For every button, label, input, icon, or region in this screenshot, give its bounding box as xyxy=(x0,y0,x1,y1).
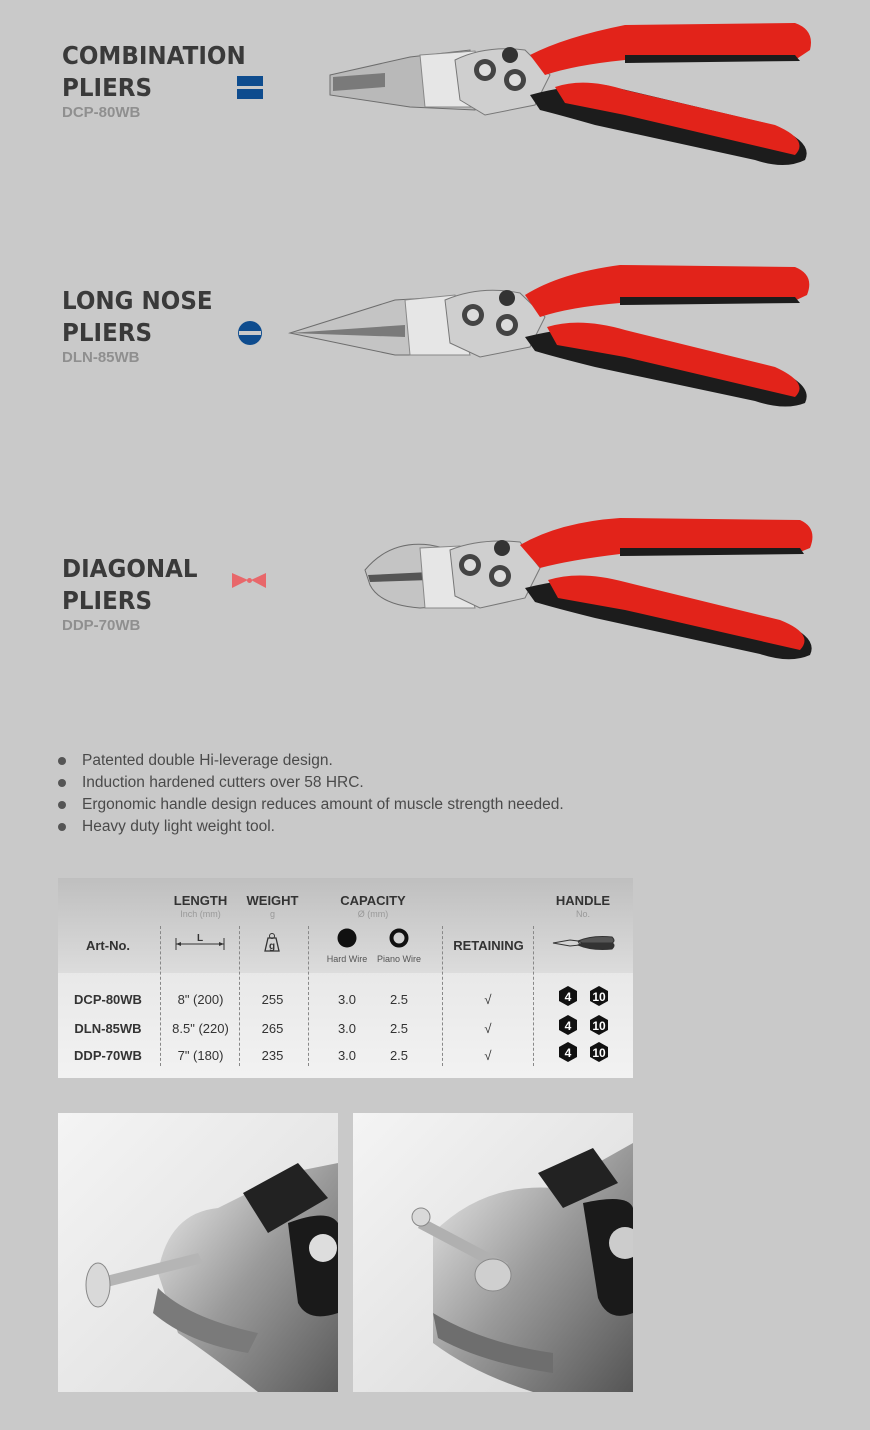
bullet-icon xyxy=(58,779,66,787)
bullet-icon xyxy=(58,801,66,809)
product-title-line1: LONG NOSE xyxy=(62,286,213,315)
list-item: Induction hardened cutters over 58 HRC. xyxy=(58,772,564,794)
long-nose-pliers-image xyxy=(285,255,825,415)
product-title-line2: PLIERS xyxy=(62,73,153,102)
column-divider xyxy=(308,926,309,1066)
double-bar-icon xyxy=(237,76,263,100)
split-circle-icon xyxy=(237,320,263,346)
spec-table: Art-No. LENGTH Inch (mm) L WEIGHT g g CAPACITY Ø (mm) Hard Wire Piano Wire RETAINING HANDLE No. DCP-80WB 8" (200) 255 3.0 2.5 √ DLN-85WB 8.5" (220) 265 3.0 2.5 √ DDP-70WB 7" (180) 235 3.0 2.5 √ 4 10 4 10 4 10 xyxy=(58,878,633,1078)
hard-wire-icon xyxy=(337,928,357,948)
list-item: Patented double Hi-leverage design. xyxy=(58,750,564,772)
product-code: DDP-70WB xyxy=(62,617,141,634)
weight-header: WEIGHT xyxy=(246,893,299,908)
svg-text:4: 4 xyxy=(564,1046,572,1060)
svg-text:g: g xyxy=(268,941,276,952)
length-unit: Inch (mm) xyxy=(180,909,221,919)
piano-wire-icon xyxy=(389,928,409,948)
feature-list xyxy=(58,750,564,838)
product-diagonal-pliers xyxy=(62,553,209,634)
product-title-line2: PLIERS xyxy=(62,586,153,615)
column-divider xyxy=(533,926,534,1066)
handle-badge-row xyxy=(559,986,608,1006)
svg-text:4: 4 xyxy=(564,1019,572,1033)
hard-wire-label: Hard Wire xyxy=(326,954,368,964)
handle-unit: No. xyxy=(575,909,590,919)
bowtie-icon xyxy=(232,572,268,590)
retaining-photo-left xyxy=(58,1113,338,1392)
column-divider xyxy=(442,926,443,1066)
column-divider xyxy=(160,926,161,1066)
diagonal-pliers-image xyxy=(360,510,820,670)
svg-text:L: L xyxy=(196,933,204,944)
retaining-photo-right xyxy=(353,1113,633,1392)
handle-badge-row xyxy=(559,1015,608,1035)
svg-text:10: 10 xyxy=(592,990,606,1004)
bullet-icon xyxy=(58,757,66,765)
svg-text:10: 10 xyxy=(592,1019,606,1033)
capacity-unit: Ø (mm) xyxy=(357,909,389,919)
handle-badge-row xyxy=(559,1042,608,1062)
svg-text:10: 10 xyxy=(592,1046,606,1060)
handle-badges xyxy=(558,986,620,1070)
product-title-line1: DIAGONAL xyxy=(62,554,198,583)
svg-text:4: 4 xyxy=(564,990,572,1004)
list-item: Heavy duty light weight tool. xyxy=(58,816,564,838)
list-item: Ergonomic handle design reduces amount of muscle strength needed. xyxy=(58,794,564,816)
handle-header: HANDLE xyxy=(555,893,611,908)
retaining-header: RETAINING xyxy=(453,938,524,953)
product-title-line1: COMBINATION xyxy=(62,41,246,70)
capacity-header: CAPACITY xyxy=(340,893,406,908)
art-no-header: Art-No. xyxy=(85,938,131,953)
piano-wire-label: Piano Wire xyxy=(376,954,421,964)
weight-unit: g xyxy=(269,909,275,919)
product-code: DLN-85WB xyxy=(62,349,140,366)
product-title-line2: PLIERS xyxy=(62,318,153,347)
product-long-nose-pliers xyxy=(62,285,226,366)
product-code: DCP-80WB xyxy=(62,104,141,121)
pliers-handle-icon xyxy=(552,933,616,953)
weight-icon xyxy=(261,932,283,952)
product-combination-pliers xyxy=(62,40,262,121)
combination-pliers-image xyxy=(325,15,825,175)
length-icon xyxy=(175,933,225,951)
length-header: LENGTH xyxy=(173,893,228,908)
bullet-icon xyxy=(58,823,66,831)
